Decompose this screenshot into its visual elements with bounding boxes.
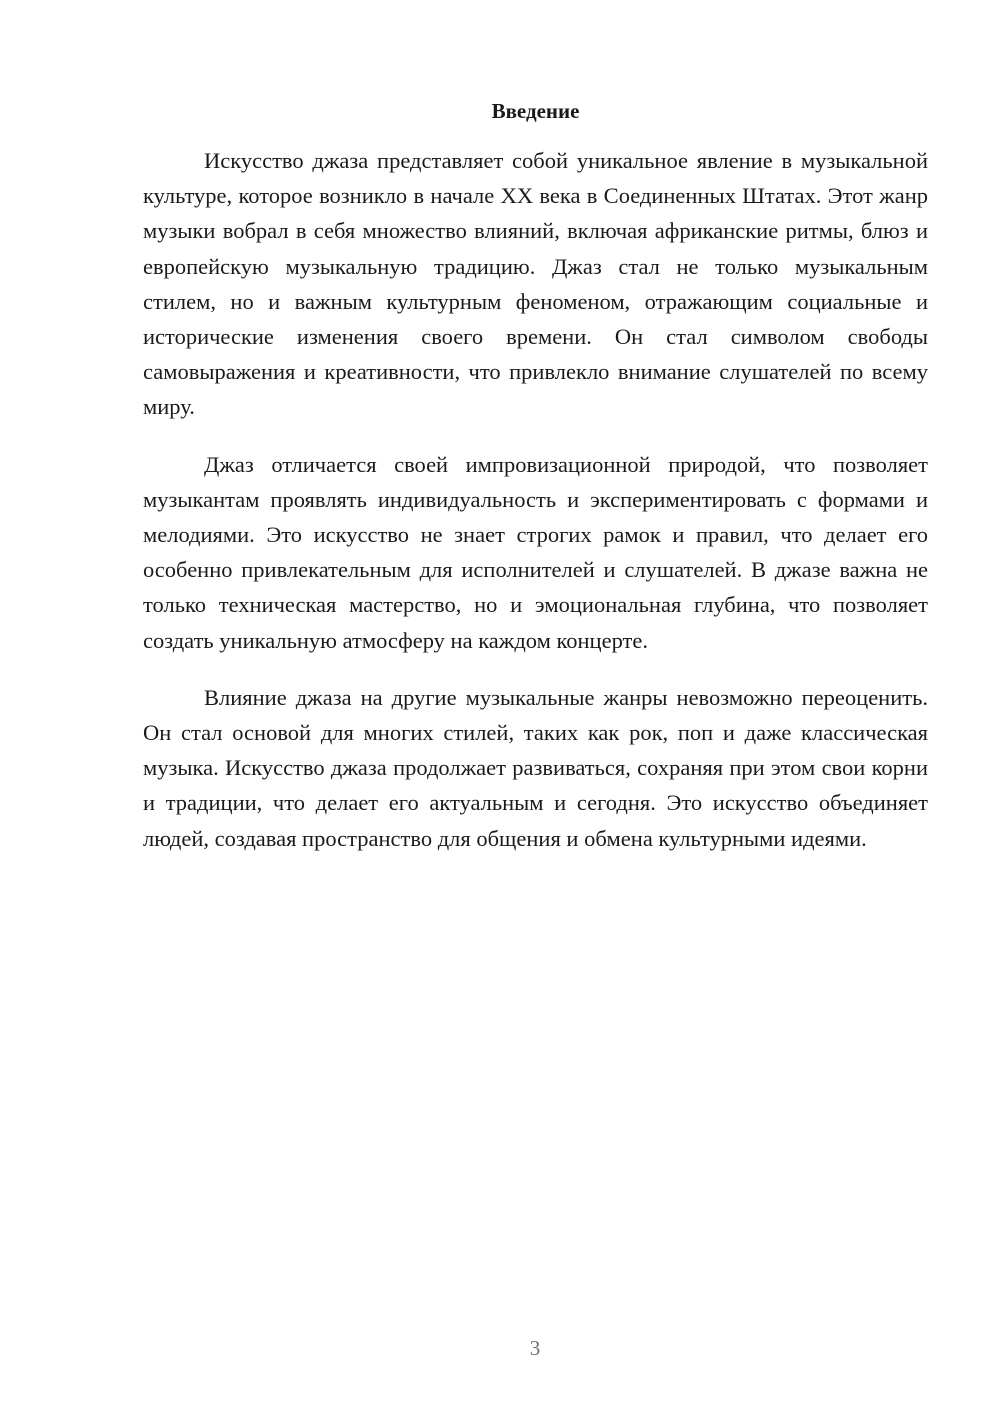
paragraph-2: Джаз отличается своей импровизационной природой, что позволяет музыкантам проявлять индивидуальность и экспериментировать с формами и мелодиями. Это искусство не знает строгих рамок и правил, что делает его особенно привлекательным для исполнителей и слушателей. В джазе важна не только техническая мастерство, но и эмоциональная глубина, что позволяет создать уникальную атмосферу на каждом концерте. xyxy=(143,451,928,653)
page-number: 3 xyxy=(529,1336,541,1360)
section-heading: Введение xyxy=(491,99,580,123)
body-text xyxy=(143,143,928,878)
paragraph-3: Влияние джаза на другие музыкальные жанры невозможно переоценить. Он стал основой для многих стилей, таких как рок, поп и даже классическая музыка. Искусство джаза продолжает развиваться, сохраняя при этом свои корни и традиции, что делает его актуальным и сегодня. Это искусство объединяет людей, создавая пространство для общения и обмена культурными идеями. xyxy=(143,684,928,851)
paragraph-1: Искусство джаза представляет собой уникальное явление в музыкальной культуре, которое возникло в начале XX века в Соединенных Штатах. Этот жанр музыки вобрал в себя множество влияний, включая африканские ритмы, блюз и европейскую музыкальную традицию. Джаз стал не только музыкальным стилем, но и важным культурным феноменом, отражающим социальные и исторические изменения своего времени. Он стал символом свободы самовыражения и креативности, что привлекло внимание слушателей по всему миру. xyxy=(143,148,928,420)
